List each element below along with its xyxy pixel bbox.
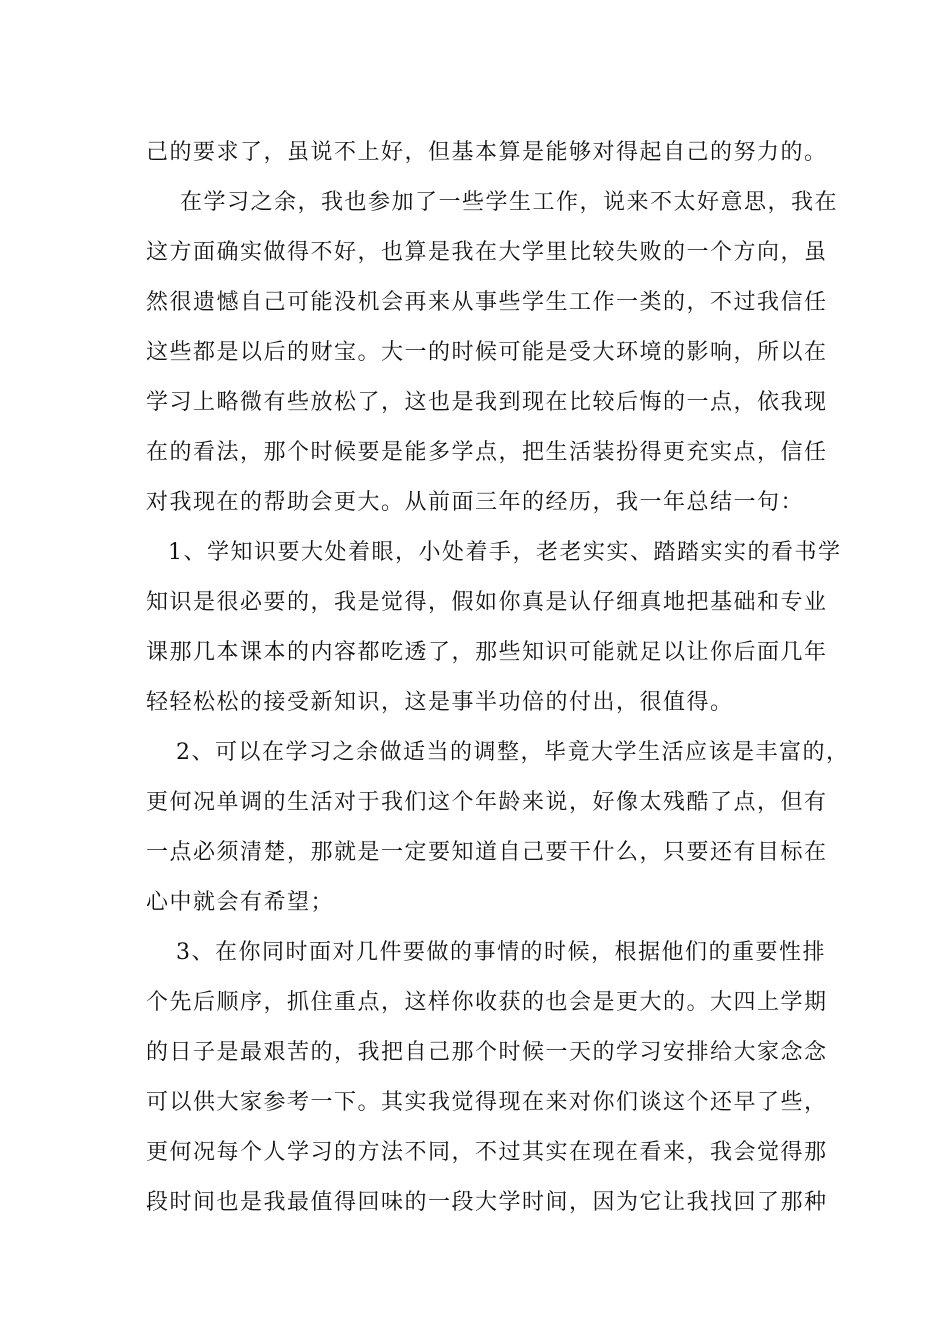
body-text [146, 128, 850, 1228]
text-line: 这方面确实做得不好，也算是我在大学里比较失败的一个方向，虽 [146, 240, 828, 265]
text-line: 2、可以在学习之余做适当的调整，毕竟大学生活应该是丰富的， [176, 740, 850, 765]
text-line: 3、在你同时面对几件要做的事情的时候，根据他们的重要性排 [176, 940, 826, 965]
text-line: 的日子是最艰苦的，我把自己那个时候一天的学习安排给大家念念 [146, 1040, 828, 1065]
text-line: 轻轻松松的接受新知识，这是事半功倍的付出，很值得。 [146, 690, 734, 715]
text-line: 更何况单调的生活对于我们这个年龄来说，好像太残酷了点，但有 [146, 790, 828, 815]
text-line: 己的要求了，虽说不上好，但基本算是能够对得起自己的努力的。 [146, 140, 828, 165]
text-line: 段时间也是我最值得回味的一段大学时间，因为它让我找回了那种 [146, 1190, 828, 1215]
text-line: 然很遗憾自己可能没机会再来从事些学生工作一类的，不过我信任 [146, 290, 828, 315]
text-line: 这些都是以后的财宝。大一的时候可能是受大环境的影响，所以在 [146, 340, 828, 365]
text-line: 课那几本课本的内容都吃透了，那些知识可能就足以让你后面几年 [146, 640, 828, 665]
text-line: 知识是很必要的，我是觉得，假如你真是认仔细真地把基础和专业 [146, 590, 828, 615]
text-line: 学习上略微有些放松了，这也是我到现在比较后悔的一点，依我现 [146, 390, 828, 415]
text-line: 个先后顺序，抓住重点，这样你收获的也会是更大的。大四上学期 [146, 990, 828, 1015]
text-line: 在的看法，那个时候要是能多学点，把生活装扮得更充实点，信任 [146, 440, 828, 465]
text-line: 心中就会有希望； [146, 890, 335, 915]
text-line: 对我现在的帮助会更大。从前面三年的经历，我一年总结一句： [146, 490, 805, 515]
text-line: 一点必须清楚，那就是一定要知道自己要干什么，只要还有目标在 [146, 840, 828, 865]
text-line: 在学习之余，我也参加了一些学生工作，说来不太好意思，我在 [180, 190, 839, 215]
text-line: 1、学知识要大处着眼，小处着手，老老实实、踏踏实实的看书学 [168, 540, 842, 565]
text-line: 可以供大家参考一下。其实我觉得现在来对你们谈这个还早了些， [146, 1090, 828, 1115]
text-line: 更何况每个人学习的方法不同，不过其实在现在看来，我会觉得那 [146, 1140, 828, 1165]
